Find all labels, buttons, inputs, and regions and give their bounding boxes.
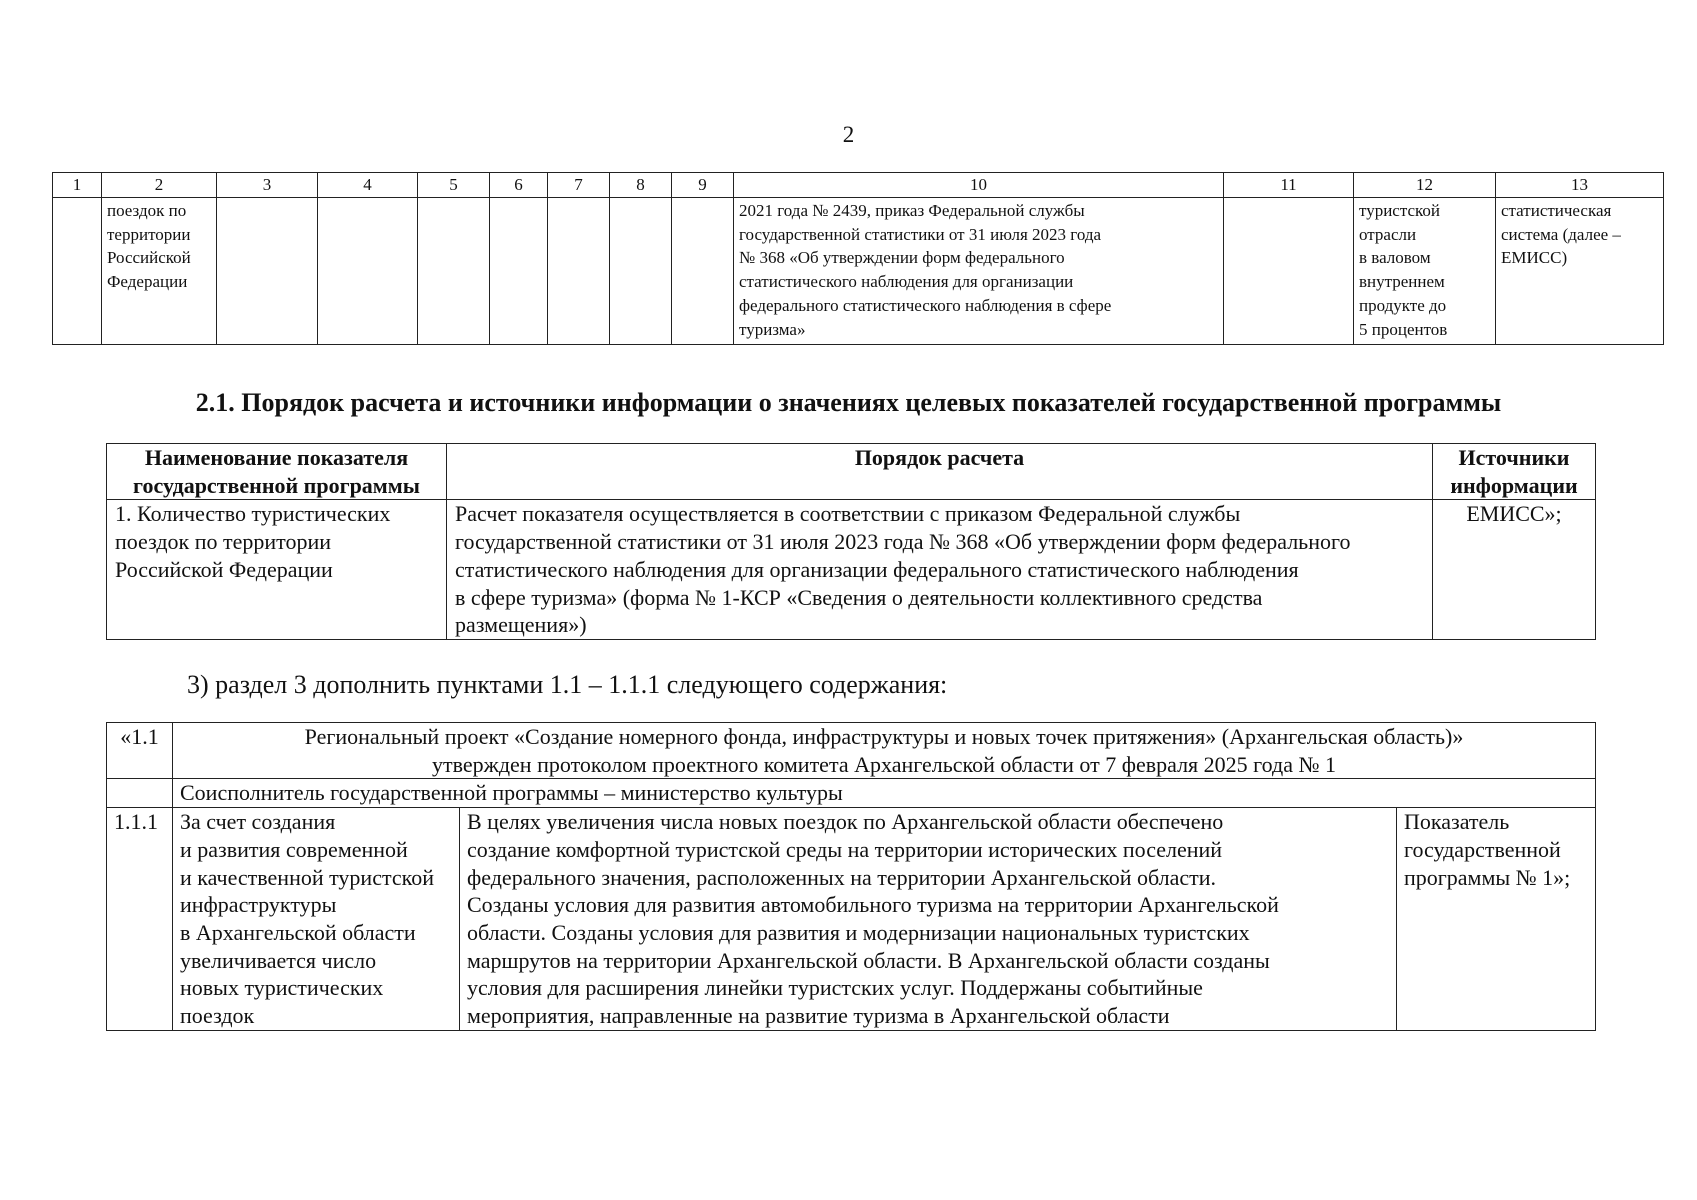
regional-project-table [106,722,1596,1031]
column-number: 4 [318,173,418,198]
column-number-row [53,173,1664,198]
task-cell: За счет создания и развития современной и качественной туристской инфраструктуры в Архангельской области увеличивается число новых туристических поездок [173,808,460,1031]
row-number: 1.1.1 [107,808,173,1031]
column-header-sources: Источники информации [1433,444,1596,500]
linked-indicator-cell: Показатель государственной программы № 1»; [1397,808,1596,1031]
column-number: 13 [1496,173,1664,198]
column-header-method: Порядок расчета [447,444,1433,500]
column-number: 6 [490,173,548,198]
table-cell [217,198,318,345]
source-cell: статистическая система (далее – ЕМИСС) [1496,198,1664,345]
column-number: 1 [53,173,102,198]
indicator-name-cell: 1. Количество туристических поездок по территории Российской Федерации [107,500,447,640]
column-number: 7 [548,173,610,198]
column-number: 12 [1354,173,1496,198]
table-row [107,500,1596,640]
page-number: 2 [842,122,855,147]
table-cell [548,198,610,345]
table-cell [418,198,490,345]
column-number: 5 [418,173,490,198]
row-number: «1.1 [107,723,173,779]
column-number: 9 [672,173,734,198]
indicator-continuation-table [52,172,1664,345]
legal-basis-cell: 2021 года № 2439, приказ Федеральной службы государственной статистики от 31 июля 2023 года № 368 «Об утверждении форм федерального статистического наблюдения для организации федерального статистического наблюдения в сфере туризма» [734,198,1224,345]
table-cell [672,198,734,345]
table-cell [318,198,418,345]
column-number: 2 [102,173,217,198]
table-header-row [107,444,1596,500]
co-executor-cell: Соисполнитель государственной программы – министерство культуры [173,779,1596,808]
co-executor-row [107,779,1596,808]
table-row [53,198,1664,345]
column-number: 11 [1224,173,1354,198]
row-number [107,779,173,808]
result-description-cell: В целях увеличения числа новых поездок по Архангельской области обеспечено создание комфортной туристской среды на территории исторических поселений федерального значения, расположенных на территории Архангельской области. Созданы условия для развития автомобильного туризма на территории Архангельской области. Созданы условия для развития и модернизации национальных туристских маршрутов на территории Архангельской области. В Архангельской области созданы условия для расширения линейки туристских услуг. Поддержаны событийные мероприятия, направленные на развитие туризма в Архангельской области [460,808,1397,1031]
table-cell [610,198,672,345]
column-number: 10 [734,173,1224,198]
indicator-name-cell: поездок по территории Российской Федерации [102,198,217,345]
project-title-row [107,723,1596,779]
amendment-paragraph: 3) раздел 3 дополнить пунктами 1.1 – 1.1.1 следующего содержания: [187,670,948,699]
relation-cell: туристской отрасли в валовом внутреннем продукте до 5 процентов [1354,198,1496,345]
calculation-method-table [106,443,1596,640]
sources-cell: ЕМИСС»; [1433,500,1596,640]
project-title-cell: Региональный проект «Создание номерного фонда, инфраструктуры и новых точек притяжения» (Архангельская область)» утвержден протоколом проектного комитета Архангельской области от 7 февраля 2025 года № 1 [173,723,1596,779]
task-row [107,808,1596,1031]
section-heading: 2.1. Порядок расчета и источники информации о значениях целевых показателей государственной программы [195,388,1502,417]
column-number: 8 [610,173,672,198]
calculation-method-cell: Расчет показателя осуществляется в соответствии с приказом Федеральной службы государственной статистики от 31 июля 2023 года № 368 «Об утверждении форм федерального статистического наблюдения для организации федерального статистического наблюдения в сфере туризма» (форма № 1-КСР «Сведения о деятельности коллективного средства размещения») [447,500,1433,640]
table-cell [1224,198,1354,345]
column-header-name: Наименование показателя государственной программы [107,444,447,500]
table-cell [53,198,102,345]
column-number: 3 [217,173,318,198]
table-cell [490,198,548,345]
